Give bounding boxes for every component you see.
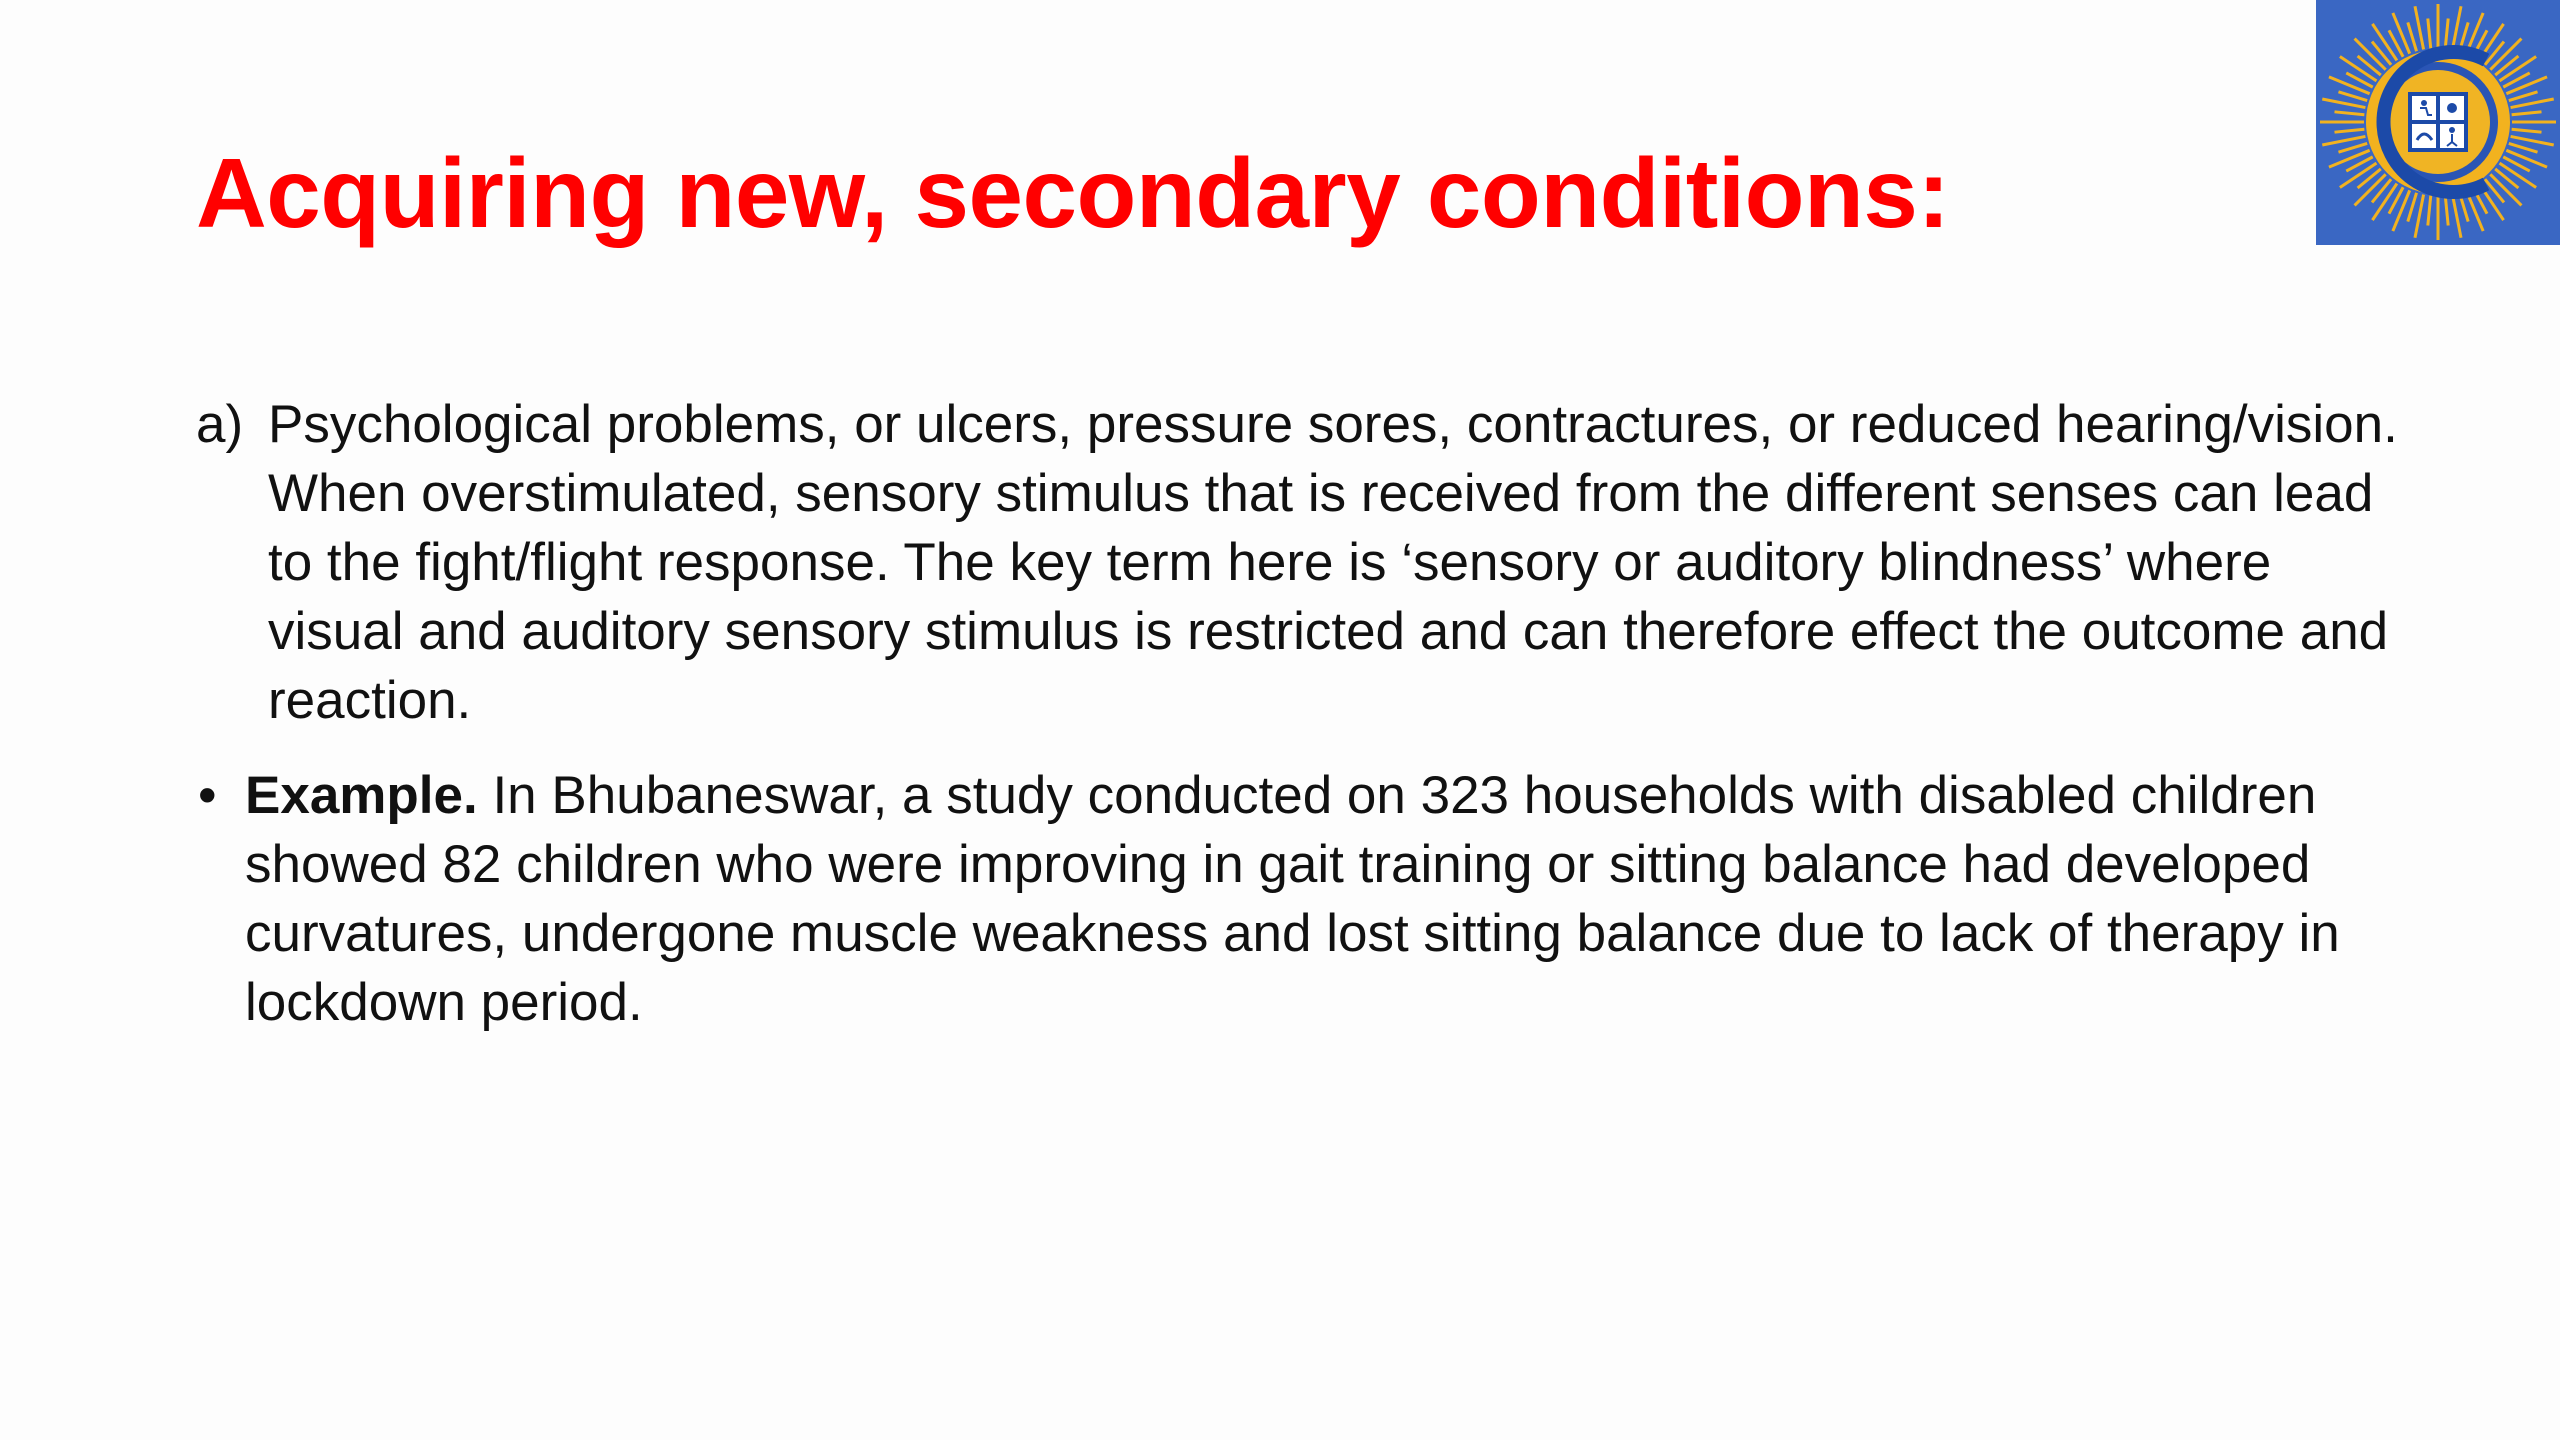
disability-emblem-icon — [2316, 0, 2560, 245]
bullet-marker: • — [198, 766, 217, 825]
list-item-text: Psychological problems, or ulcers, pressure sores, contractures, or reduced hearing/vision. When overstimulated, sensory stimulus that is received from the different senses can lead to the fight/flight response. The key term here is ‘sensory or auditory blindness’ where visual and auditory sensory stimulus is restricted and can therefore effect the outcome and reaction. — [268, 395, 2398, 730]
list-marker: a) — [196, 395, 244, 454]
list-item-text: In Bhubaneswar, a study conducted on 323 households with disabled children showed 82 children who were improving in gait training or sitting balance had developed curvatures, undergone muscle weakness and lost sitting balance due to lack of therapy in lockdown period. — [245, 766, 2340, 1032]
example-label: Example. — [245, 766, 478, 825]
list-item — [196, 761, 2416, 1037]
list-item — [196, 390, 2416, 735]
slide-title: Acquiring new, secondary conditions: — [196, 138, 1950, 248]
slide-body — [196, 390, 2416, 1037]
